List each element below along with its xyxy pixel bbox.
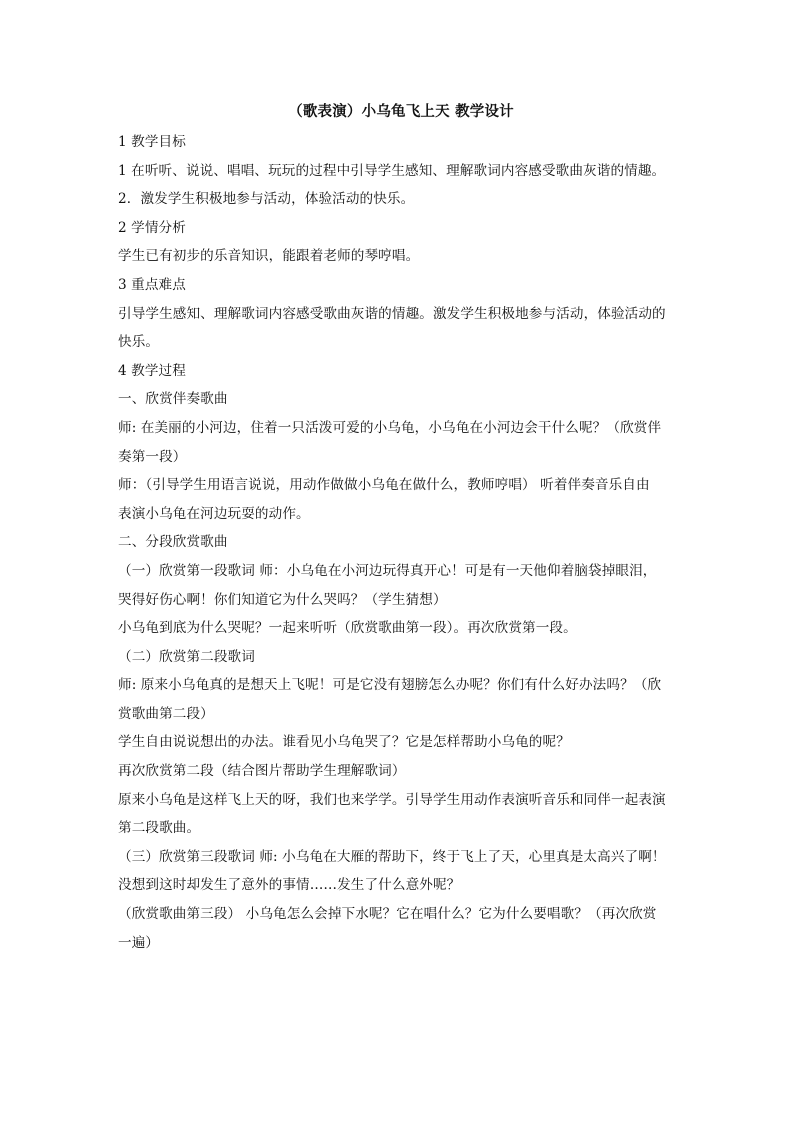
paragraph-line: 表演小乌龟在河边玩耍的动作。 xyxy=(118,505,310,522)
paragraph-line: 学生已有初步的乐音知识，能跟着老师的琴哼唱。 xyxy=(118,248,420,265)
paragraph-line: 没想到这时却发生了意外的事情……发生了什么意外呢？ xyxy=(118,877,461,894)
document-body xyxy=(118,128,684,957)
paragraph-line: 赏歌曲第二段） xyxy=(118,705,214,722)
paragraph-line: 师: 原来小乌龟真的是想天上飞呢！可是它没有翅膀怎么办呢？你们有什么好办法吗？（欣 xyxy=(118,677,662,694)
paragraph-line: 师：（引导学生用语言说说，用动作做做小乌龟在做什么，教师哼唱） 听着伴奏音乐自由 xyxy=(118,477,650,494)
paragraph-line: 再次欣赏第二段（结合图片帮助学生理解歌词） xyxy=(118,763,406,780)
paragraph-line: 1 在听听、说说、唱唱、玩玩的过程中引导学生感知、理解歌词内容感受歌曲灰谐的情趣。 xyxy=(118,162,666,179)
paragraph-line: （三）欣赏第三段歌词 师: 小乌龟在大雁的帮助下，终于飞上了天，心里真是太高兴了啊！ xyxy=(118,848,666,865)
paragraph-line: 一遍） xyxy=(118,934,160,951)
paragraph-line: 小乌龟到底为什么哭呢？一起来听听（欣赏歌曲第一段）。再次欣赏第一段。 xyxy=(118,620,577,637)
subheading-section-1: 一、欣赏伴奏歌曲 xyxy=(118,391,228,408)
heading-teaching-goals: 1 教学目标 xyxy=(118,134,186,150)
paragraph-line: 快乐。 xyxy=(118,334,160,351)
paragraph-line: 哭得好伤心啊！你们知道它为什么哭吗？（学生猜想） xyxy=(118,591,447,608)
paragraph-line: （二）欣赏第二段歌词 xyxy=(118,648,255,665)
document-page xyxy=(118,100,684,957)
heading-student-analysis: 2 学情分析 xyxy=(118,219,186,236)
paragraph-line: 原来小乌龟是这样飞上天的呀，我们也来学学。引导学生用动作表演听音乐和同伴一起表演 xyxy=(118,791,666,808)
document-title: （歌表演）小乌龟飞上天 教学设计 xyxy=(288,103,514,120)
paragraph-line: （一）欣赏第一段歌词 师：小乌龟在小河边玩得真开心！可是有一天他仰着脑袋掉眼泪， xyxy=(118,562,657,579)
paragraph-line: 引导学生感知、理解歌词内容感受歌曲灰谐的情趣。激发学生积极地参与活动，体验活动的 xyxy=(118,305,666,322)
paragraph-line: 第二段歌曲。 xyxy=(118,820,201,837)
paragraph-line: 2．激发学生积极地参与活动，体验活动的快乐。 xyxy=(118,191,415,208)
paragraph-line: （欣赏歌曲第三段） 小乌龟怎么会掉下水呢？它在唱什么？它为什么要唱歌？（再次欣赏 xyxy=(118,906,657,923)
paragraph-line: 奏第一段） xyxy=(118,448,187,465)
paragraph-line: 师: 在美丽的小河边，住着一只活泼可爱的小乌龟，小乌龟在小河边会干什么呢？（欣赏伴 xyxy=(118,419,662,436)
paragraph-line: 学生自由说说想出的办法。谁看见小乌龟哭了？它是怎样帮助小乌龟的呢？ xyxy=(118,734,570,751)
heading-key-points: 3 重点难点 xyxy=(118,276,186,293)
subheading-section-2: 二、分段欣赏歌曲 xyxy=(118,534,228,551)
heading-teaching-process: 4 教学过程 xyxy=(118,362,186,379)
